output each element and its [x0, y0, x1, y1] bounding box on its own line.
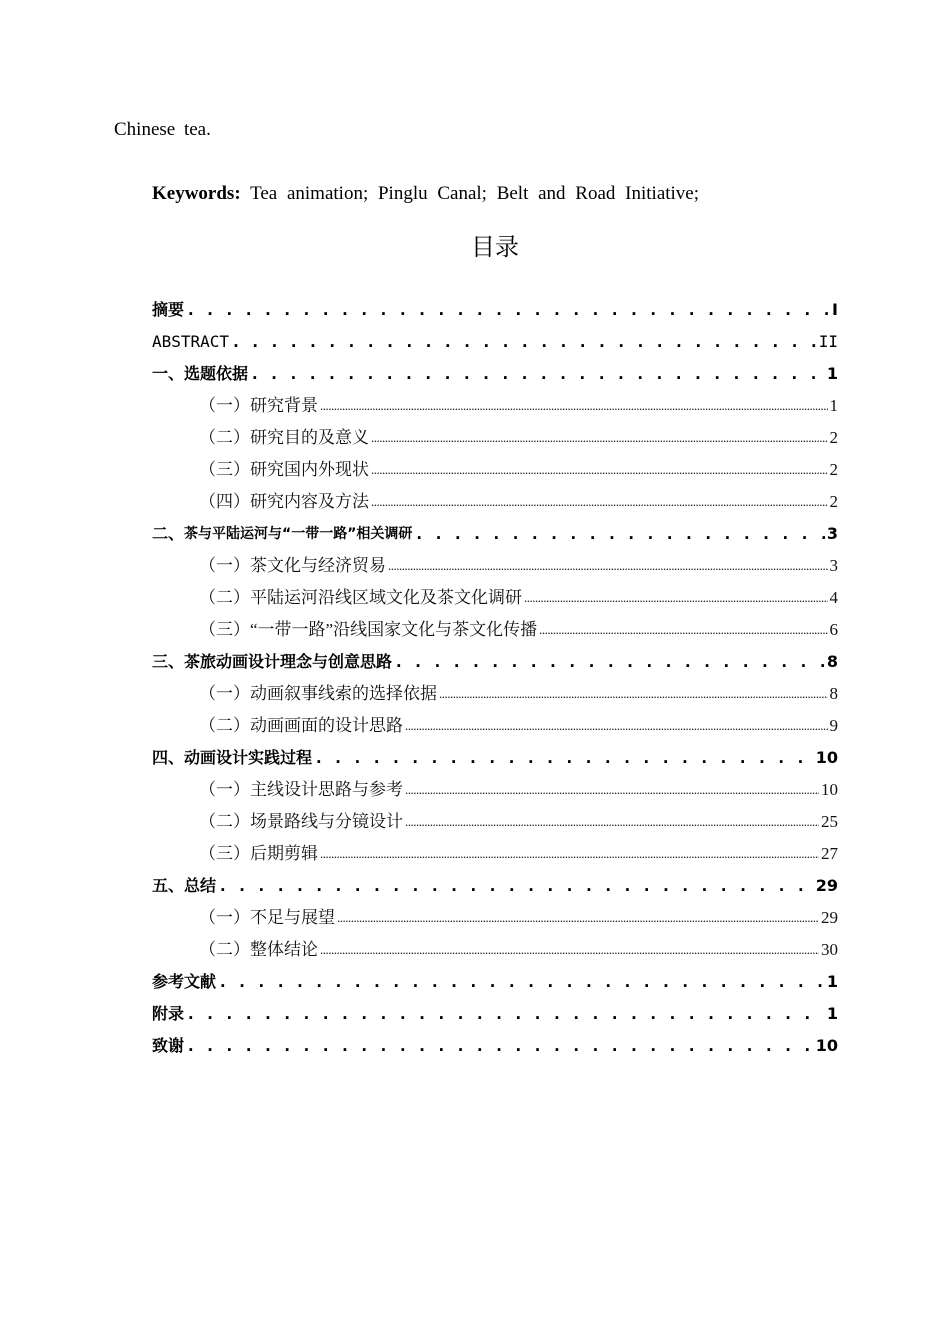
toc-entry-5-2[interactable] — [199, 937, 838, 961]
toc-section-number: （一） — [199, 556, 250, 575]
toc-entry-page: 1 — [826, 364, 838, 383]
toc-entry-1-3[interactable] — [199, 457, 838, 481]
keywords-label: Keywords: — [152, 183, 241, 204]
toc-entry-page: 3 — [829, 556, 838, 575]
toc-entry-label: 参考文献 — [152, 972, 217, 991]
toc-section-number: （二） — [199, 940, 250, 959]
toc-entry-chapter-5[interactable] — [152, 873, 838, 897]
toc-entry-page: 29 — [821, 908, 838, 927]
toc-entry-2-1[interactable] — [199, 553, 838, 577]
toc-section-number: （二） — [199, 588, 250, 607]
toc-entry-label: 场景路线与分镜设计 — [250, 812, 403, 831]
toc-entry-page: 1 — [829, 396, 838, 415]
toc-leader-dots — [414, 523, 824, 545]
toc-leader-dots — [371, 491, 828, 513]
toc-leader-dots — [186, 299, 830, 321]
toc-entry-page: 29 — [815, 876, 838, 895]
toc-section-number: （一） — [199, 396, 250, 415]
toc-leader-dots — [337, 907, 819, 929]
toc-entry-page: 4 — [829, 588, 838, 607]
toc-leader-dots — [250, 363, 825, 385]
toc-entry-label: ABSTRACT — [152, 332, 230, 351]
toc-entry-label: 动画画面的设计思路 — [250, 716, 403, 735]
toc-section-number: 四、 — [152, 748, 185, 767]
toc-entry-abstract-cn[interactable] — [152, 297, 838, 321]
toc-entry-4-2[interactable] — [199, 809, 838, 833]
toc-entry-chapter-2[interactable] — [152, 521, 838, 545]
toc-entry-label: 研究国内外现状 — [250, 460, 369, 479]
toc-entry-label: 茶与平陆运河与“一带一路”相关调研 — [184, 526, 413, 542]
toc-section-number: （一） — [199, 780, 250, 799]
abstract-continuation-text: Chinese tea. — [114, 119, 211, 140]
toc-entry-label: 后期剪辑 — [250, 844, 318, 863]
toc-section-number: 一、 — [152, 364, 185, 383]
toc-section-number: （一） — [199, 684, 250, 703]
toc-entry-page: 2 — [829, 492, 838, 511]
toc-entry-page: 1 — [826, 1004, 838, 1023]
toc-section-number: 二、 — [152, 524, 185, 543]
toc-entry-4-1[interactable] — [199, 777, 838, 801]
toc-leader-dots — [524, 587, 828, 609]
toc-entry-label: 茶文化与经济贸易 — [250, 556, 386, 575]
toc-entry-page: 10 — [815, 748, 838, 767]
toc-entry-chapter-1[interactable] — [152, 361, 838, 385]
toc-entry-3-2[interactable] — [199, 713, 838, 737]
toc-entry-1-1[interactable] — [199, 393, 838, 417]
toc-entry-page: 25 — [821, 812, 838, 831]
toc-entry-page: 1 — [826, 972, 838, 991]
toc-entry-3-1[interactable] — [199, 681, 838, 705]
toc-leader-dots — [394, 651, 825, 673]
toc-leader-dots — [539, 619, 827, 641]
toc-section-number: 三、 — [152, 652, 185, 671]
toc-entry-1-2[interactable] — [199, 425, 838, 449]
toc-entry-label: 五、总结 — [152, 876, 217, 895]
toc-section-number: （二） — [199, 716, 250, 735]
toc-section-number: （三） — [199, 620, 250, 639]
toc-entry-label: 研究内容及方法 — [250, 492, 369, 511]
toc-entry-page: 9 — [829, 716, 838, 735]
toc-entry-page: 2 — [829, 460, 838, 479]
toc-section-number: （三） — [199, 844, 250, 863]
toc-entry-appendix[interactable] — [152, 1001, 838, 1025]
toc-entry-page: 10 — [815, 1036, 838, 1055]
toc-entry-label: 整体结论 — [250, 940, 318, 959]
keywords-text: Tea animation; Pinglu Canal; Belt and Road Initiative; — [250, 183, 700, 204]
toc-entry-label: 选题依据 — [184, 364, 249, 383]
toc-entry-page: 2 — [829, 428, 838, 447]
toc-leader-dots — [439, 683, 828, 705]
toc-entry-label: 平陆运河沿线区域文化及茶文化调研 — [250, 588, 522, 607]
toc-entry-page: 3 — [826, 524, 838, 543]
toc-entry-page: 8 — [826, 652, 838, 671]
toc-leader-dots — [320, 395, 828, 417]
toc-entry-label: 摘要 — [152, 300, 185, 319]
toc-section-number: （一） — [199, 908, 250, 927]
toc-leader-dots — [231, 331, 817, 353]
toc-leader-dots — [405, 715, 828, 737]
toc-leader-dots — [218, 875, 814, 897]
toc-entry-references[interactable] — [152, 969, 838, 993]
toc-entry-4-3[interactable] — [199, 841, 838, 865]
toc-entry-page: 6 — [829, 620, 838, 639]
keywords-line — [152, 182, 699, 206]
toc-entry-abstract-en[interactable] — [152, 329, 838, 353]
toc-leader-dots — [388, 555, 828, 577]
toc-leader-dots — [405, 779, 819, 801]
toc-leader-dots — [320, 843, 819, 865]
toc-section-number: （四） — [199, 492, 250, 511]
toc-entry-label: 附录 — [152, 1004, 185, 1023]
toc-entry-page: I — [832, 300, 838, 319]
toc-entry-acknowledgements[interactable] — [152, 1033, 838, 1057]
toc-entry-label: 研究背景 — [250, 396, 318, 415]
toc-leader-dots — [371, 459, 828, 481]
toc-entry-chapter-3[interactable] — [152, 649, 838, 673]
toc-entry-page: 8 — [829, 684, 838, 703]
toc-entry-label: 研究目的及意义 — [250, 428, 369, 447]
toc-entry-page: II — [818, 332, 838, 351]
toc-section-number: （二） — [199, 428, 250, 447]
toc-entry-label: 茶旅动画设计理念与创意思路 — [184, 652, 393, 671]
toc-entry-label: 致谢 — [152, 1036, 185, 1055]
toc-leader-dots — [186, 1003, 825, 1025]
toc-leader-dots — [314, 747, 814, 769]
toc-leader-dots — [186, 1035, 814, 1057]
toc-entry-2-3[interactable] — [199, 617, 838, 641]
toc-entry-label: 主线设计思路与参考 — [250, 780, 403, 799]
toc-entry-2-2[interactable] — [199, 585, 838, 609]
toc-entry-1-4[interactable] — [199, 489, 838, 513]
toc-leader-dots — [405, 811, 819, 833]
toc-entry-page: 30 — [821, 940, 838, 959]
toc-entry-page: 27 — [821, 844, 838, 863]
toc-section-number: （三） — [199, 460, 250, 479]
toc-leader-dots — [218, 971, 825, 993]
toc-entry-5-1[interactable] — [199, 905, 838, 929]
toc-section-number: （二） — [199, 812, 250, 831]
toc-entry-label: 动画叙事线索的选择依据 — [250, 684, 437, 703]
toc-entry-label: 不足与展望 — [250, 908, 335, 927]
toc-entry-chapter-4[interactable] — [152, 745, 838, 769]
toc-leader-dots — [320, 939, 819, 961]
toc-leader-dots — [371, 427, 828, 449]
toc-entry-page: 10 — [821, 780, 838, 799]
toc-entry-label: 动画设计实践过程 — [184, 748, 313, 767]
toc-entry-label: “一带一路”沿线国家文化与茶文化传播 — [250, 620, 538, 639]
toc-title: 目录 — [471, 233, 519, 261]
